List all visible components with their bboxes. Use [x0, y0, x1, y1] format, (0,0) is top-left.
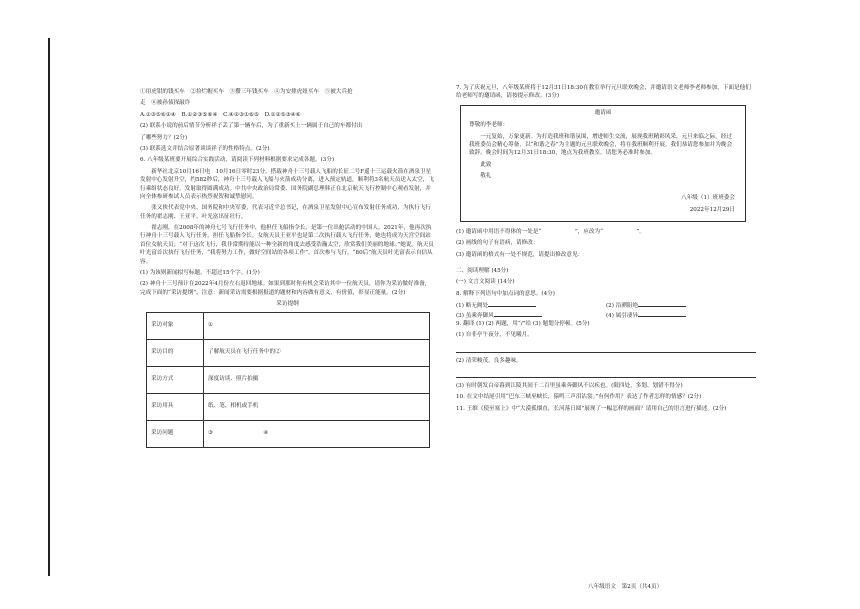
- choices: A.①③⑤⑥②④ B.①②③⑤⑥④ C.④②③①⑥⑤ D.①②⑤③④⑥: [140, 111, 301, 118]
- row-key: 采访方式: [147, 366, 204, 393]
- question-9: 9. 翻译 (1) (2) 两题，用“/”给 (3) 题划分停顿。(5分): [456, 320, 590, 327]
- table-row: [147, 420, 430, 447]
- word-1: (1) 略无阙处: [456, 303, 489, 310]
- subsection-heading: (一) 文言文阅读 (14分): [456, 279, 515, 286]
- right-column: [456, 84, 756, 416]
- row-key: 采访问题: [147, 420, 204, 447]
- table-row: [147, 366, 430, 393]
- word-row-2: [456, 311, 756, 320]
- table-title: 采访提纲: [276, 301, 299, 308]
- question-2b: 了哪些努力？(2分): [140, 134, 188, 141]
- invitation-signature: 八年级（1）班班委会: [681, 195, 735, 202]
- answer-line: [456, 368, 756, 378]
- word-3: (3) 虽乘奔御风: [456, 312, 494, 319]
- invitation-box: [460, 105, 746, 222]
- translate-2: (2) 清荣峻茂，良多趣味。: [456, 357, 522, 364]
- answer-line: [456, 343, 756, 353]
- invitation-closing-1: 此致: [480, 161, 492, 168]
- section-heading: 二、阅读理解 (45分): [456, 267, 509, 274]
- row-key: 采访目的: [147, 339, 204, 366]
- invitation-closing-2: 敬礼: [480, 173, 492, 180]
- word-4: (4) 属引凄异: [606, 312, 639, 319]
- news-paragraph-1: 新华社北京10月16日电 10月16日零时23分，搭载神舟十三号载人飞船的长征二号F遥十三运载火箭在酒泉卫星发射中心发射升空，约582秒后，神舟十三号载人飞船与火箭成功分离，进入预定轨道，顺利将3名航天员送入太空，飞行乘组状态良好，发射取得圆满成功。中共中央政治局常委、国务院副总理韩正在北京航天飞行控制中心观看发射，并向全体参研参试人员表示热烈祝贺和诚挚慰问。: [140, 168, 434, 200]
- sub-question-1: (1) 为该则新闻拟写标题。不超过15个字。(1分): [140, 270, 260, 277]
- left-column: [140, 88, 435, 448]
- row-value: 纸、笔、相机或手机: [204, 393, 430, 420]
- binding-line: [48, 38, 50, 576]
- row-value: 深度访谈、照片拍摄: [204, 366, 430, 393]
- translate-3: (3) 有时朝发白帝暮到江陵其间千二百里虽乘奔御风不以疾也。(限四处，多划、划错不得分): [456, 383, 683, 390]
- question-2: (2) 联系小说的前后情节分析祥子丢了第一辆车后，为了重新买上一辆属于自己的车都付出: [140, 123, 363, 130]
- question-7: 7. 为了庆祝元旦，八年级某班将于12月31日18:30在教室举行元旦联欢晚会，并邀请语文老师李老师参加，下面是他们给老师写的邀请函，请按提示修改。(3分): [456, 85, 751, 100]
- question-10: 10. 在文中结尾引用“巴东三峡巫峡长，猿鸣三声泪沾裳。”有何作用？表达了作者怎样的情感？(2分): [456, 394, 702, 401]
- row-value: ③ ④: [204, 420, 430, 447]
- options-line-2: 走 ⑥被孙侦探敲诈: [140, 100, 191, 107]
- row-key: 采访对象: [147, 312, 204, 339]
- invitation-date: 2022年12月29日: [689, 207, 735, 214]
- table-row: [147, 312, 430, 339]
- question-6: 6. 八年级某班要开展综合实践活动，请阅读下列材料根据要求完成各题。(3分): [140, 157, 335, 164]
- table-row: [147, 339, 430, 366]
- modify-2: (2) 画线的句子有语病，请修改：: [456, 240, 539, 247]
- modify-3: (3) 邀请函的格式有一处不规范，请提出修改意见：: [456, 251, 584, 258]
- modify-1: (1) 邀请函中用语不得体的一处是“ ”，应改为“ ”。: [456, 228, 645, 235]
- row-value: 了解航天员在飞行任务中的②: [204, 339, 430, 366]
- invitation-title: 邀请函: [594, 109, 612, 116]
- news-paragraph-3: 翟志刚，在2008年的神舟七号飞行任务中，他担任飞船指令长，是第一位出舱活动的中国人。2021年，他再次执行神舟十三号载人飞行任务，担任飞船指令长。女航天员王亚平也是第二次执行载人飞行任务，她也将成为天宫空间站首位女航天员；“对于这次飞行，我非常期待能以一种全新的角度去感受浩瀚太空，欣赏我们美丽的地球。”她说。航天员叶光富首次执行飞行任务，“我将努力工作，做好空间站的各项工作”。首次参与飞行，“80后”航天员叶光富表示自信从容。: [140, 225, 434, 265]
- page-footer: 八年级语文 第2页（共4页）: [588, 584, 663, 590]
- row-value: ①: [204, 312, 430, 339]
- options-line-1: ①用虎钳的钱买车 ②捡烂帽买车 ③攒三年钱买车 ④为安排虎妞买车 ⑤被大兵抢: [140, 89, 353, 95]
- invitation-body: 一元复始，万象更新。为打造我班和谐氛围，增进师生交流，展现我班精彩风采，元旦来临之际，经过我班委员会精心筹备，以“和谐之春”为主题的元旦联欢晚会，将在我班顺利开展。我们恭请您参加并为晚会致辞。晚会时间为12月31日18:30，地点为我班教室。请您务必准时参加。: [469, 133, 733, 157]
- word-row-1: [456, 301, 756, 310]
- row-key: 采访用具: [147, 393, 204, 420]
- sub-question-2: (2) 神舟十三号预计在2022年4月份左右返回地球。如果到那时你有机会采访其中一位航天员，请你为采访做好准备，完成下面的“采访提纲”，注意：新闻采访需要根据报道的题材和内容做有意义，有价值，彰显正能量。(2分): [140, 281, 431, 296]
- question-3: (3) 联系选文并结合原著谈谈祥子的性格特点。(2分): [140, 145, 270, 152]
- invitation-greeting: 尊敬的李老师：: [469, 122, 509, 129]
- translate-1: (1) 自非亭午夜分，不见曦月。: [456, 332, 533, 339]
- table-row: [147, 393, 430, 420]
- interview-plan-table: [146, 312, 430, 448]
- news-paragraph-2: 张又侠代表党中央、国务院和中央军委，代表习近平总书记，在酒泉卫星发射中心宣布发射任务成功，为执行飞行任务的翟志刚、王亚平、叶光富出征壮行。: [140, 205, 431, 220]
- word-2: (2) 沿溯阻绝: [606, 303, 639, 310]
- question-8: 8. 解释下列语句中加点词的意思。(4分): [456, 290, 555, 297]
- question-11: 11. 王维《使至塞上》中“大漠孤烟直，长河落日圆”展现了一幅怎样的画面？请用自己的语言进行描述。(2分): [456, 405, 727, 412]
